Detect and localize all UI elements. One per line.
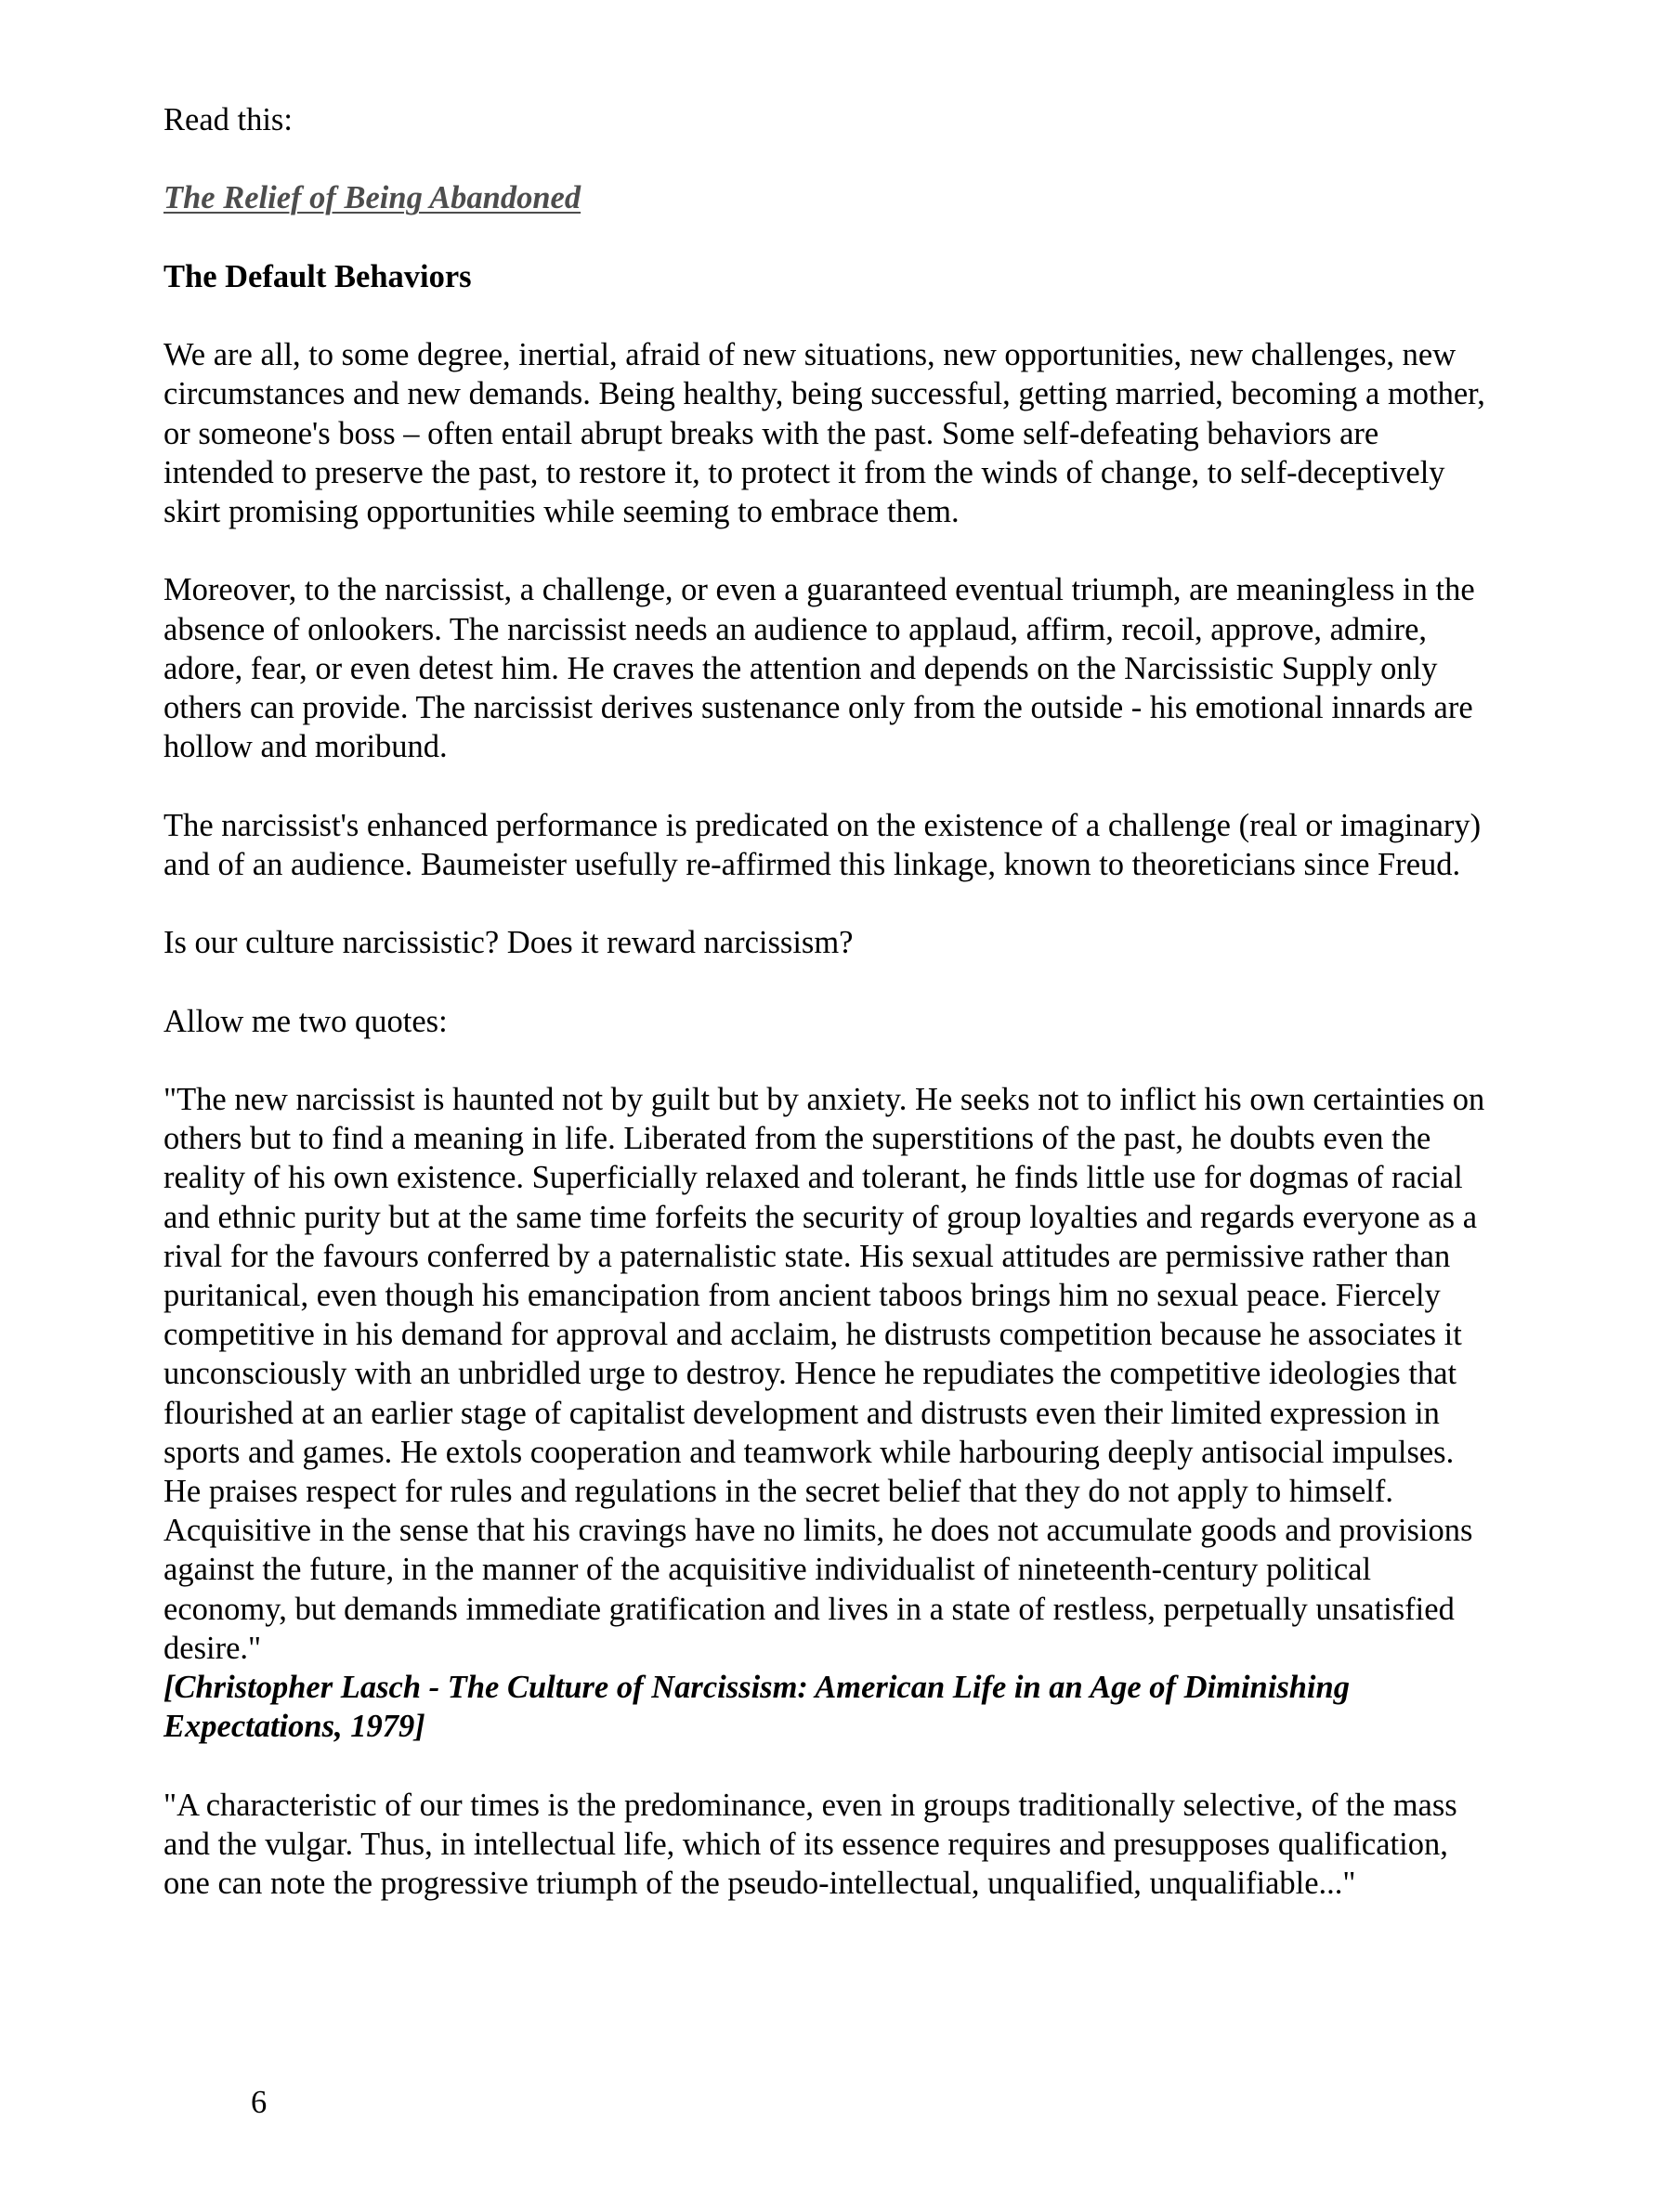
paragraph-quotes-intro: Allow me two quotes: bbox=[163, 1003, 448, 1039]
quote-second: "A characteristic of our times is the predominance, even in groups traditionally selective, of the mass and the vulgar. Thus, in intellectual life, which of its essence requires and presupposes qualification, one can note the progressive triumph of the pseudo-intellectual, unqualified, unqualifiable..." bbox=[163, 1787, 1457, 1901]
article-title-link[interactable]: The Relief of Being Abandoned bbox=[163, 180, 581, 216]
paragraph-audience: Moreover, to the narcissist, a challenge, or even a guaranteed eventual triumph, are meaningless in the absence of onlookers. The narcissist needs an audience to applaud, affirm, recoil, approve, admire, adore, fear, or even detest him. He craves the attention and depends on the Narcissistic Supply only others can provide. The narcissist derives sustenance only from the outside - his emotional innards are hollow and moribund. bbox=[163, 572, 1475, 765]
section-heading: The Default Behaviors bbox=[163, 258, 472, 294]
page-number: 6 bbox=[251, 2085, 268, 2120]
quote-lasch-citation: [Christopher Lasch - The Culture of Narcissism: American Life in an Age of Diminishing Expectations, 1979] bbox=[163, 1670, 1350, 1745]
paragraph-inertia: We are all, to some degree, inertial, afraid of new situations, new opportunities, new challenges, new circumstances and new demands. Being healthy, being successful, getting married, becoming a mother, or someone's boss – often entail abrupt breaks with the past. Some self-defeating behaviors are intended to preserve the past, to restore it, to protect it from the winds of change, to self-deceptively skirt promising opportunities while seeming to embrace them. bbox=[163, 337, 1485, 529]
paragraph-question: Is our culture narcissistic? Does it reward narcissism? bbox=[163, 925, 854, 961]
quote-lasch: "The new narcissist is haunted not by guilt but by anxiety. He seeks not to inflict his own certainties on others but to find a meaning in life. Liberated from the superstitions of the past, he doubts even the reality of his own existence. Superficially relaxed and tolerant, he finds little use for dogmas of racial and ethnic purity but at the same time forfeits the security of group loyalties and regards everyone as a rival for the favours conferred by a paternalistic state. His sexual attitudes are permissive rather than puritanical, even though his emancipation from ancient taboos brings him no sexual peace. Fiercely competitive in his demand for approval and acclaim, he distrusts competition because he associates it unconsciously with an unbridled urge to destroy. Hence he repudiates the competitive ideologies that flourished at an earlier stage of capitalist development and distrusts even their limited expression in sports and games. He extols cooperation and teamwork while harbouring deeply antisocial impulses. He praises respect for rules and regulations in the secret belief that they do not apply to himself. Acquisitive in the sense that his cravings have no limits, he does not accumulate goods and provisions against the future, in the manner of the acquisitive individualist of nineteenth-century political economy, but demands immediate gratification and lives in a state of restless, perpetually unsatisfied desire." bbox=[163, 1081, 1485, 1666]
intro-text: Read this: bbox=[163, 102, 293, 137]
paragraph-performance: The narcissist's enhanced performance is predicated on the existence of a challenge (real or imaginary) and of an audience. Baumeister usefully re-affirmed this linkage, known to theoreticians since Freud. bbox=[163, 807, 1482, 882]
page-content bbox=[163, 100, 1492, 1903]
